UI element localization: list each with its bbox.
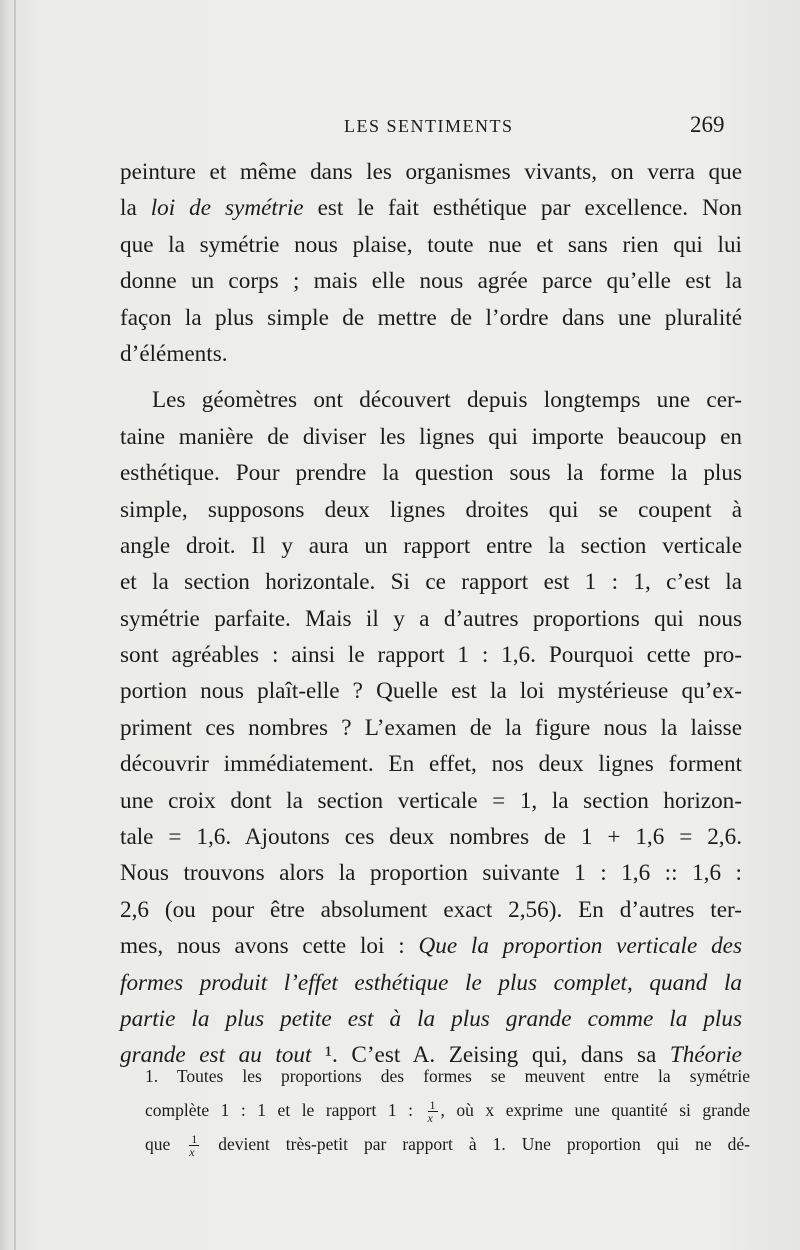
text-line [120, 1001, 742, 1037]
text-line [120, 892, 742, 928]
text-line [120, 601, 742, 637]
paragraph-gap [120, 372, 742, 382]
fraction [189, 1133, 199, 1158]
text-line [120, 227, 742, 263]
text-line [120, 965, 742, 1001]
text-segment: est le fait esthétique par excellence. Non [303, 195, 742, 222]
text-segment: peinture et même dans les organismes vivants, on verra que [120, 159, 742, 185]
italic-text: partie la plus petite est à la plus grande comme la plus [120, 1005, 742, 1032]
text-line [120, 336, 742, 372]
text-line [120, 300, 742, 336]
running-title: LES SENTIMENTS [344, 116, 514, 136]
text-segment: d’éléments. [120, 340, 228, 367]
text-line [120, 783, 742, 819]
text-segment: angle droit. Il y aura un rapport entre la section verticale [120, 532, 742, 559]
text-segment: esthétique. Pour prendre la question sous la forme la plus [120, 460, 742, 487]
body-text [120, 154, 742, 1074]
footnotes [145, 1060, 750, 1162]
italic-text: Théorie [669, 1042, 742, 1069]
fraction-numerator: 1 [429, 1098, 436, 1113]
text-line [120, 928, 742, 964]
text-line [120, 855, 742, 891]
text-line [120, 710, 742, 746]
text-segment: simple, supposons deux lignes droites qui se coupent à [120, 496, 742, 523]
footnote-line [145, 1128, 750, 1162]
text-line [120, 528, 742, 564]
text-line [120, 419, 742, 455]
text-segment: une croix dont la section verticale = 1, la section horizon- [120, 787, 742, 814]
text-segment: symétrie parfaite. Mais il y a d’autres proportions qui nous [120, 605, 742, 632]
running-header [120, 112, 740, 142]
italic-text: grande est au tout [120, 1042, 312, 1069]
italic-text: formes produit l’effet esthétique le plus complet, quand la [120, 969, 742, 996]
fraction-numerator: 1 [191, 1132, 198, 1147]
text-segment: et la section horizontale. Si ce rapport est 1 : 1, c’est la [120, 569, 742, 596]
text-line [120, 673, 742, 709]
text-line [120, 382, 742, 418]
text-segment: façon la plus simple de mettre de l’ordre dans une pluralité [120, 304, 742, 331]
text-segment: donne un corps ; mais elle nous agrée parce qu’elle est la [120, 268, 742, 295]
text-line [120, 819, 742, 855]
footnote-text: devient très-petit par rapport à 1. Une proportion qui ne dé- [218, 1134, 750, 1154]
footnote-text: , où x exprime une quantité si grande [440, 1100, 751, 1120]
fraction-denominator: x [427, 1111, 433, 1126]
text-line [120, 154, 742, 190]
footnote-text: que [145, 1134, 171, 1154]
text-segment: Nous trouvons alors la proportion suivante 1 : 1,6 :: 1,6 : [120, 860, 742, 887]
page-number: 269 [690, 112, 725, 137]
text-segment: portion nous plaît-elle ? Quelle est la loi mystérieuse qu’ex- [120, 678, 742, 705]
text-line [120, 455, 742, 491]
text-line [120, 564, 742, 600]
footnote-line: 1. Toutes les proportions des formes se meuvent entre la symétrie [145, 1066, 750, 1086]
text-line [120, 492, 742, 528]
text-segment: 2,6 (ou pour être absolument exact 2,56). En d’autres ter- [120, 896, 742, 923]
text-segment: découvrir immédiatement. En effet, nos deux lignes forment [120, 751, 742, 778]
text-segment: Les géomètres ont découvert depuis longtemps une cer- [152, 387, 742, 414]
text-segment: tale = 1,6. Ajoutons ces deux nombres de 1 + 1,6 = 2,6. [120, 824, 742, 851]
text-segment: sont agréables : ainsi le rapport 1 : 1,6. Pourquoi cette pro- [120, 642, 742, 669]
text-segment: taine manière de diviser les lignes qui importe beaucoup en [120, 423, 742, 450]
text-segment: que la symétrie nous plaise, toute nue et sans rien qui lui [120, 231, 742, 258]
text-segment: la [120, 195, 151, 222]
italic-text: loi de symétrie [150, 195, 304, 222]
footnote-text: complète 1 : 1 et le rapport 1 : [145, 1100, 414, 1120]
fraction-denominator: x [189, 1145, 195, 1160]
italic-text: Que la proportion verticale des [418, 933, 742, 960]
footnote-line [145, 1094, 750, 1128]
text-segment: ¹. C’est A. Zeising qui, dans sa [311, 1042, 670, 1069]
text-line [120, 637, 742, 673]
fraction [428, 1099, 438, 1124]
text-segment: mes, nous avons cette loi : [120, 933, 419, 960]
binding-gutter [14, 0, 16, 1250]
text-line [120, 746, 742, 782]
text-line [120, 190, 742, 226]
text-line [120, 263, 742, 299]
text-segment: priment ces nombres ? L’examen de la figure nous la laisse [120, 714, 742, 741]
